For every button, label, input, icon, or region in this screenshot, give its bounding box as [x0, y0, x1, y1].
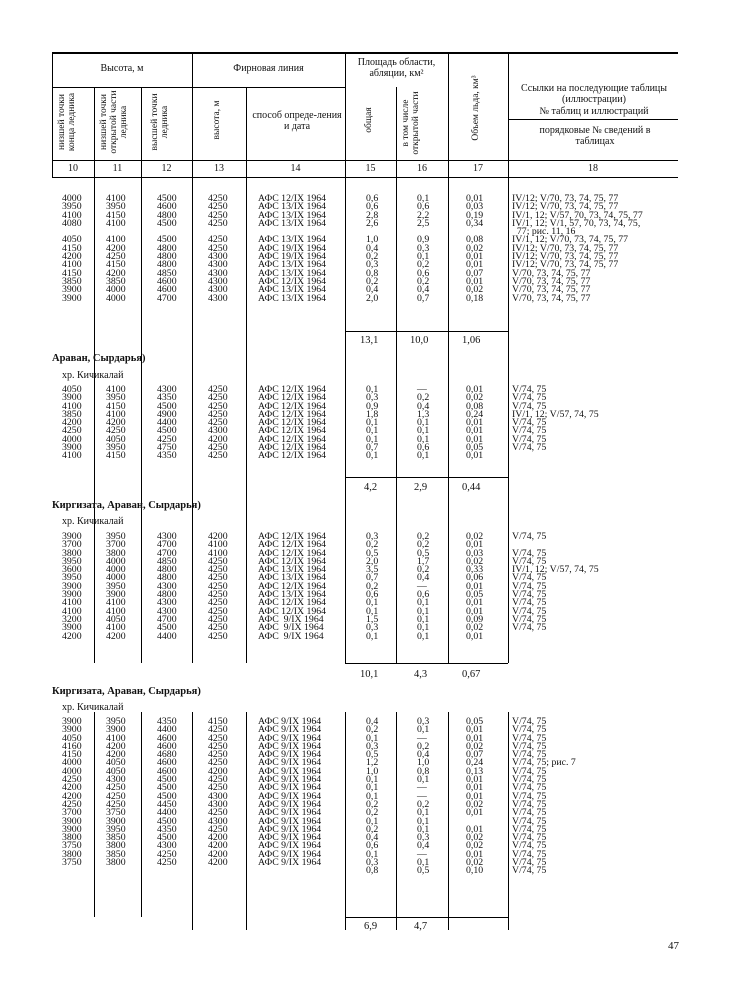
- s4-total16: 4,7: [414, 921, 428, 932]
- s3-total17: 0,67: [462, 669, 481, 680]
- s2-col10: 4050 3900 4100 3850 4200 4250 4000 3900 4100: [62, 384, 82, 462]
- col-line-16-17: [448, 52, 449, 663]
- header-group-rule: [52, 87, 345, 88]
- col-line-10-11-s4: [94, 712, 95, 917]
- s2-col16: — 0,2 0,4 1,3 0,1 0,1 0,1 0,6 0,1: [417, 384, 430, 462]
- col-number-10: 10: [68, 163, 78, 174]
- s1-col17: 0,01 0,03 0,19 0,34 0,08 0,02 0,01 0,01 0,07 0,01 0,02 0,18: [466, 193, 484, 304]
- col-line-12-13: [192, 52, 193, 663]
- s2-col18: V/74, 75 V/74, 75 V/74, 75 IV/1, 12; V/57, 74, 75 V/74, 75 V/74, 75 V/74, 75 V/74, 75: [512, 384, 599, 454]
- header-area-open: в том числе открытой части: [401, 91, 421, 155]
- page-number: 47: [668, 940, 679, 952]
- col-number-18: 18: [588, 163, 598, 174]
- s2-total15: 4,2: [364, 482, 378, 493]
- refs-divider: [508, 119, 678, 120]
- s2-total17: 0,44: [462, 482, 481, 493]
- s1-col18: IV/12; V/70, 73, 74, 75, 77 IV/12; V/70, 73, 74, 75, 77 IV/1, 12; V/57, 70, 73, 74, 75, 77 IV/1, 12; V/1, 57, 70, 73, 74, 75, 77; рис. 11, 16 IV/1, 12; V/70, 73, 74, 75, 77 IV/12; V/70, 73, 74, 75, 77 IV/12; V/70, 73, 74, 75, 77 IV/12; V/70, 73, 74, 75, 77 V/70, 73, 74, 75, 77 V/70, 73, 74, 75, 77 V/70, 73, 74, 75, 77 V/70, 73, 74, 75, 77: [512, 193, 643, 304]
- header-rule: [52, 160, 678, 161]
- header-refs-sub2: порядковые № сведений в таблицах: [539, 125, 651, 147]
- s1-col12: 4500 4600 4800 4500 4500 4800 4800 4800 4850 4600 4600 4700: [157, 193, 177, 304]
- col-line-15-16-s4: [396, 712, 397, 930]
- s2-col15: 0,1 0,3 0,9 1,8 0,1 0,1 0,1 0,7 0,1: [366, 384, 379, 462]
- col-line-13-14-s4: [246, 712, 247, 930]
- col-line-11-12-s4: [141, 712, 142, 917]
- header-height-group: Высота, м: [100, 63, 144, 74]
- header-refs-title: Ссылки на последующие таблицы (иллюстрации): [520, 83, 667, 105]
- s2-col13: 4250 4250 4250 4250 4250 4300 4200 4250 4250: [208, 384, 228, 462]
- s4-total-rule: [345, 917, 508, 918]
- s2-col14: АФС 12/IX 1964 АФС 12/IX 1964 АФС 12/IX 1964 АФС 12/IX 1964 АФС 12/IX 1964 АФС 12/IX 1964 АФС 12/IX 1964 АФС 12/IX 1964 АФС 12/IX 1964: [258, 384, 327, 462]
- s1-col13: 4250 4250 4250 4250 4250 4250 4300 4300 4300 4300 4300 4300: [208, 193, 228, 304]
- s3-col13: 4200 4100 4100 4250 4250 4250 4250 4250 4250 4250 4250 4250 4250: [208, 531, 228, 642]
- col-number-15: 15: [365, 163, 376, 174]
- s3-col12: 4300 4700 4700 4850 4800 4800 4300 4800 4300 4300 4700 4500 4400: [157, 531, 177, 642]
- s4-title: Киргизата, Араван, Сырдарья): [52, 686, 201, 697]
- col-number-12: 12: [161, 163, 172, 174]
- s1-total15: 13,1: [360, 335, 379, 346]
- col-line-17-18-s4: [508, 712, 509, 930]
- s1-col15: 0,6 0,6 2,8 2,6 1,0 0,4 0,2 0,3 0,8 0,2 0,4 2,0: [366, 193, 379, 304]
- s4-col10: 3900 3900 4050 4160 4150 4000 4000 4250 4200 4200 4250 3700 3900 3900 3800 3750 3800 3750: [62, 716, 82, 869]
- header-low-open: низшей точки открытой части ледника: [99, 90, 129, 154]
- s1-total-rule: [345, 331, 508, 332]
- col-number-17: 17: [473, 163, 483, 174]
- col-number-16: 16: [417, 163, 427, 174]
- s3-col15: 0,3 0,2 0,5 2,0 3,5 0,7 0,2 0,6 0,1 0,1 1,5 0,3 0,1: [366, 531, 379, 642]
- s3-total16: 4,3: [414, 669, 428, 680]
- s1-col11: 4100 3950 4150 4100 4100 4200 4250 4150 4200 3850 4000 4000: [106, 193, 126, 304]
- s2-col17: 0,01 0,02 0,08 0,24 0,01 0,01 0,01 0,05 0,01: [466, 384, 484, 462]
- s4-col16: 0,3 0,1 — 0,2 0,4 1,0 0,8 0,1 — — 0,2 0,1 0,1 0,1 0,3 0,4 — 0,1 0,5: [417, 716, 430, 877]
- s2-col11: 4100 3950 4150 4100 4200 4250 4050 3950 4150: [106, 384, 126, 462]
- header-high: высшей точки ледника: [150, 93, 170, 151]
- s2-total16: 2,9: [414, 482, 428, 493]
- s2-col12: 4300 4350 4500 4900 4400 4500 4250 4750 4350: [157, 384, 177, 462]
- s3-col11: 3950 3700 3800 4000 4000 4000 3950 3900 4100 4100 4050 4100 4200: [106, 531, 126, 642]
- s4-total15: 6,9: [364, 921, 378, 932]
- s3-col10: 3900 3700 3800 3950 3600 3950 3900 3900 4100 4100 3200 3900 4200: [62, 531, 82, 642]
- s4-col13: 4150 4250 4250 4250 4250 4250 4200 4250 4250 4300 4300 4250 4300 4250 4200 4200 4200 4200: [208, 716, 228, 869]
- header-firn-group: Фирновая линия: [233, 63, 304, 74]
- s4-col12: 4350 4400 4600 4600 4680 4600 4600 4500 4500 4500 4450 4400 4500 4350 4500 4300 4250 4250: [157, 716, 177, 869]
- s1-total17: 1,06: [462, 335, 481, 346]
- s2-title: Араван, Сырдарья): [52, 353, 146, 364]
- s4-col14: АФС 9/IX 1964 АФС 9/IX 1964 АФС 9/IX 1964 АФС 9/IX 1964 АФС 9/IX 1964 АФС 9/IX 1964 АФС 9/IX 1964 АФС 9/IX 1964 АФС 9/IX 1964 АФС 9/IX 1964 АФС 9/IX 1964 АФС 9/IX 1964 АФС 9/IX 1964 АФС 9/IX 1964 АФС 9/IX 1964 АФС 9/IX 1964 АФС 9/IX 1964 АФС 9/IX 1964: [258, 716, 322, 869]
- header-ice-volume: Объем льда, км³: [471, 75, 481, 141]
- s3-col18: V/74, 75 V/74, 75 V/74, 75 IV/1, 12; V/57, 74, 75 V/74, 75 V/74, 75 V/74, 75 V/74, 75 V/74, 75 V/74, 75 V/74, 75: [512, 531, 599, 634]
- col-line-12-13-s4: [192, 712, 193, 930]
- col-line-16-17-s4: [448, 712, 449, 930]
- col-number-13: 13: [214, 163, 224, 174]
- s3-subtitle: хр. Кичикалай: [62, 516, 124, 527]
- s1-col14: АФС 12/IX 1964 АФС 13/IX 1964 АФС 13/IX 1964 АФС 13/IX 1964 АФС 13/IX 1964 АФС 19/IX 1964 АФС 19/IX 1964 АФС 13/IX 1964 АФС 13/IX 1964 АФС 12/IX 1964 АФС 13/IX 1964 АФС 13/IX 1964: [258, 193, 327, 304]
- header-refs-sub1: № таблиц и иллюстраций: [539, 106, 649, 117]
- header-firn-method: способ опреде-ления и дата: [252, 110, 342, 132]
- col-number-11: 11: [112, 163, 123, 174]
- s3-total-rule: [345, 663, 508, 664]
- s4-col15: 0,4 0,2 0,1 0,3 0,5 1,2 1,0 0,1 0,1 0,1 0,2 0,2 0,1 0,2 0,4 0,6 0,1 0,3 0,8: [366, 716, 379, 877]
- s1-col10: 4000 3950 4100 4080 4050 4150 4200 4100 4150 3850 3900 3900: [62, 193, 82, 304]
- s4-col17: 0,05 0,01 0,01 0,02 0,07 0,24 0,13 0,01 0,01 0,01 0,02 0,01 0,01 0,02 0,02 0,01 0,02 0,10: [466, 716, 484, 877]
- col-line-14-15: [345, 52, 346, 663]
- col-number-14: 14: [290, 163, 301, 174]
- s3-col17: 0,02 0,01 0,03 0,02 0,33 0,06 0,01 0,05 0,01 0,01 0,09 0,02 0,01: [466, 531, 484, 642]
- s4-col18: V/74, 75 V/74, 75 V/74, 75 V/74, 75 V/74, 75 V/74, 75; рис. 7 V/74, 75 V/74, 75 V/74, 75 V/74, 75 V/74, 75 V/74, 75 V/74, 75 V/74, 75 V/74, 75 V/74, 75 V/74, 75 V/74, 75 V/74, 75: [512, 716, 576, 877]
- table-top-rule: [52, 52, 678, 54]
- header-area-total: общая: [364, 107, 374, 133]
- s2-total-rule: [345, 477, 508, 478]
- s2-subtitle: хр. Кичикалай: [62, 370, 124, 381]
- s3-title: Киргизата, Араван, Сырдарья): [52, 500, 201, 511]
- s3-total15: 10,1: [360, 669, 379, 680]
- s3-col14: АФС 12/IX 1964 АФС 12/IX 1964 АФС 12/IX 1964 АФС 12/IX 1964 АФС 13/IX 1964 АФС 13/IX 1964 АФС 12/IX 1964 АФС 13/IX 1964 АФС 12/IX 1964 АФС 12/IX 1964 АФС 9/IX 1964 АФС 9/IX 1964 АФС 9/IX 1964: [258, 531, 327, 642]
- s3-col16: 0,2 0,2 0,5 1,7 0,2 0,4 — 0,6 0,1 0,1 0,1 0,1 0,1: [417, 531, 430, 642]
- s1-col16: 0,1 0,6 2,2 2,5 0,9 0,3 0,1 0,2 0,6 0,2 0,4 0,7: [417, 193, 430, 304]
- col-line-17-18: [508, 52, 509, 663]
- s4-subtitle: хр. Кичикалай: [62, 702, 124, 713]
- col-number-rule: [52, 177, 678, 178]
- header-area-group: Площадь области, абляции, км²: [357, 57, 436, 79]
- s1-total16: 10,0: [410, 335, 429, 346]
- col-line-14-15-s4: [345, 712, 346, 930]
- header-low-end: низшей точки конца ледника: [57, 92, 77, 152]
- s4-col11: 3950 3900 4100 4200 4200 4050 4050 4300 4250 4250 4250 3750 3900 3950 3850 3800 3850 3800: [106, 716, 126, 869]
- header-firn-height: высота, м: [212, 100, 222, 140]
